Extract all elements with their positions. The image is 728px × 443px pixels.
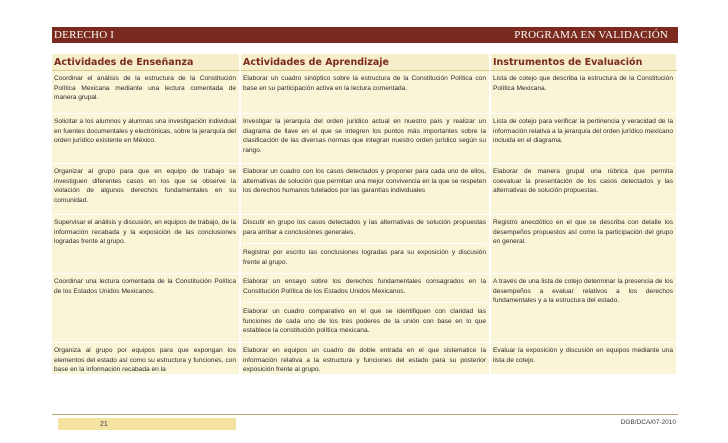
cell-paragraph: A través de una lista de cotejo determinar la presencia de los desempeños a evaluar relativos a los derechos fundamentales y a la estructura del estado.: [493, 278, 673, 305]
header-subject: DERECHO I: [54, 29, 115, 41]
document-code: DGB/DCA/07-2010: [620, 419, 676, 426]
table-cell-ensenanza: [52, 343, 241, 375]
cell-paragraph: Organiza al grupo por equipos para que expongan los elementos del estado así como su estructura y funciones, con base en la información recabada en la: [54, 347, 236, 374]
cell-paragraph: Registro anecdótico en el que se describa con detalle los desempeños propuestos así como la participación del grupo en general.: [493, 219, 673, 246]
column-header-aprendizaje: Actividades de Aprendizaje: [241, 54, 491, 71]
column-header-ensenanza: Actividades de Enseñanza: [52, 54, 241, 71]
table-cell-evaluacion: [491, 114, 678, 164]
table-cell-ensenanza: [52, 114, 241, 164]
document-header-bar: [52, 27, 678, 43]
cell-paragraph: Investigar la jerarquía del orden jurídico actual en nuestro país y realizar un diagrama de llave en el que se integren los puntos más importantes sobre la clasificación de las diversas normas que integran nuestro orden jurídico según su rango.: [243, 118, 486, 154]
cell-paragraph: Lista de cotejo que describa la estructura de la Constitución Política Mexicana.: [493, 75, 673, 92]
cell-paragraph: Coordinar el análisis de la estructura de la Constitución Política Mexicana mediante una lectura comentada de manera grupal.: [54, 75, 236, 102]
table-cell-evaluacion: [491, 164, 678, 215]
page-number-badge: [58, 418, 236, 430]
table-cell-aprendizaje: [241, 343, 491, 375]
table-cell-aprendizaje: [241, 71, 491, 114]
cell-paragraph: Elaborar en equipos un cuadro de doble entrada en el que sistematice la información relativa a la estructura y funciones del estado para su posterior exposición frente al grupo.: [243, 347, 486, 374]
table-cell-aprendizaje: [241, 274, 491, 343]
table-cell-aprendizaje: [241, 215, 491, 274]
table-cell-aprendizaje: [241, 164, 491, 215]
column-header-evaluacion: Instrumentos de Evaluación: [491, 54, 678, 71]
table-cell-ensenanza: [52, 71, 241, 114]
cell-paragraph: Lista de cotejo para verificar la pertinencia y veracidad de la información relativa a la jerarquía del orden jurídico mexicano incluida en el diagrama.: [493, 118, 673, 145]
table-cell-ensenanza: [52, 215, 241, 274]
cell-paragraph: Solicitar a los alumnos y alumnas una investigación individual en fuentes documentales y electrónicas, sobre la jerarquía del orden jurídico existente en México.: [54, 118, 236, 145]
table-cell-ensenanza: [52, 164, 241, 215]
cell-paragraph: Elaborar de manera grupal una rúbrica que permita coevaluar la presentación de los casos detectados y las alternativas de solución propuestas.: [493, 168, 673, 195]
page-number: 21: [100, 420, 108, 428]
cell-paragraph: Organizar al grupo para que en equipo de trabajo se investiguen diferentes casos en los que se observe la violación de algunos derechos fundamentales en su comunidad.: [54, 168, 236, 204]
table-cell-evaluacion: [491, 71, 678, 114]
cell-paragraph: Elaborar un cuadro sinóptico sobre la estructura de la Constitución Política con base en su participación activa en la lectura comentada.: [243, 75, 486, 92]
cell-paragraph: Registrar por escrito las conclusiones logradas para su exposición y discusión frente al grupo.: [243, 243, 486, 267]
activities-table: [52, 54, 678, 375]
cell-paragraph: Elaborar un ensayo sobre los derechos fundamentales consagrados en la Constitución Política de los Estados Unidos Mexicanos.: [243, 278, 486, 295]
cell-paragraph: Elaborar un cuadro comparativo en el que se identifiquen con claridad las funciones de cada uno de los tres poderes de la unión con base en lo que establece la constitución política mexicana.: [243, 302, 486, 336]
table-cell-aprendizaje: [241, 114, 491, 164]
cell-paragraph: Supervisar el análisis y discusión, en equipos de trabajo, de la información recabada y la exposición de las conclusiones logradas frente al grupo.: [54, 219, 236, 246]
table-cell-evaluacion: [491, 215, 678, 274]
cell-paragraph: Discutir en grupo los casos detectados y las alternativas de solución propuestas para arribar a conclusiones generales.: [243, 219, 486, 236]
cell-paragraph: Coordinar una lectura comentada de la Constitución Política de los Estados Unidos Mexicanos.: [54, 278, 236, 295]
table-cell-evaluacion: [491, 343, 678, 375]
table-cell-ensenanza: [52, 274, 241, 343]
cell-paragraph: Evaluar la exposición y discusión en equipos mediante una lista de cotejo.: [493, 347, 673, 364]
table-cell-evaluacion: [491, 274, 678, 343]
cell-paragraph: Elaborar un cuadro con los casos detectados y proponer para cada uno de ellos, alternativas de solución que permitan una mejor convivencia en la que se respeten los derechos humanos tutelados por las garantías individuales: [243, 168, 486, 195]
header-status: PROGRAMA EN VALIDACIÓN: [514, 29, 668, 41]
footer-divider: [52, 414, 678, 415]
